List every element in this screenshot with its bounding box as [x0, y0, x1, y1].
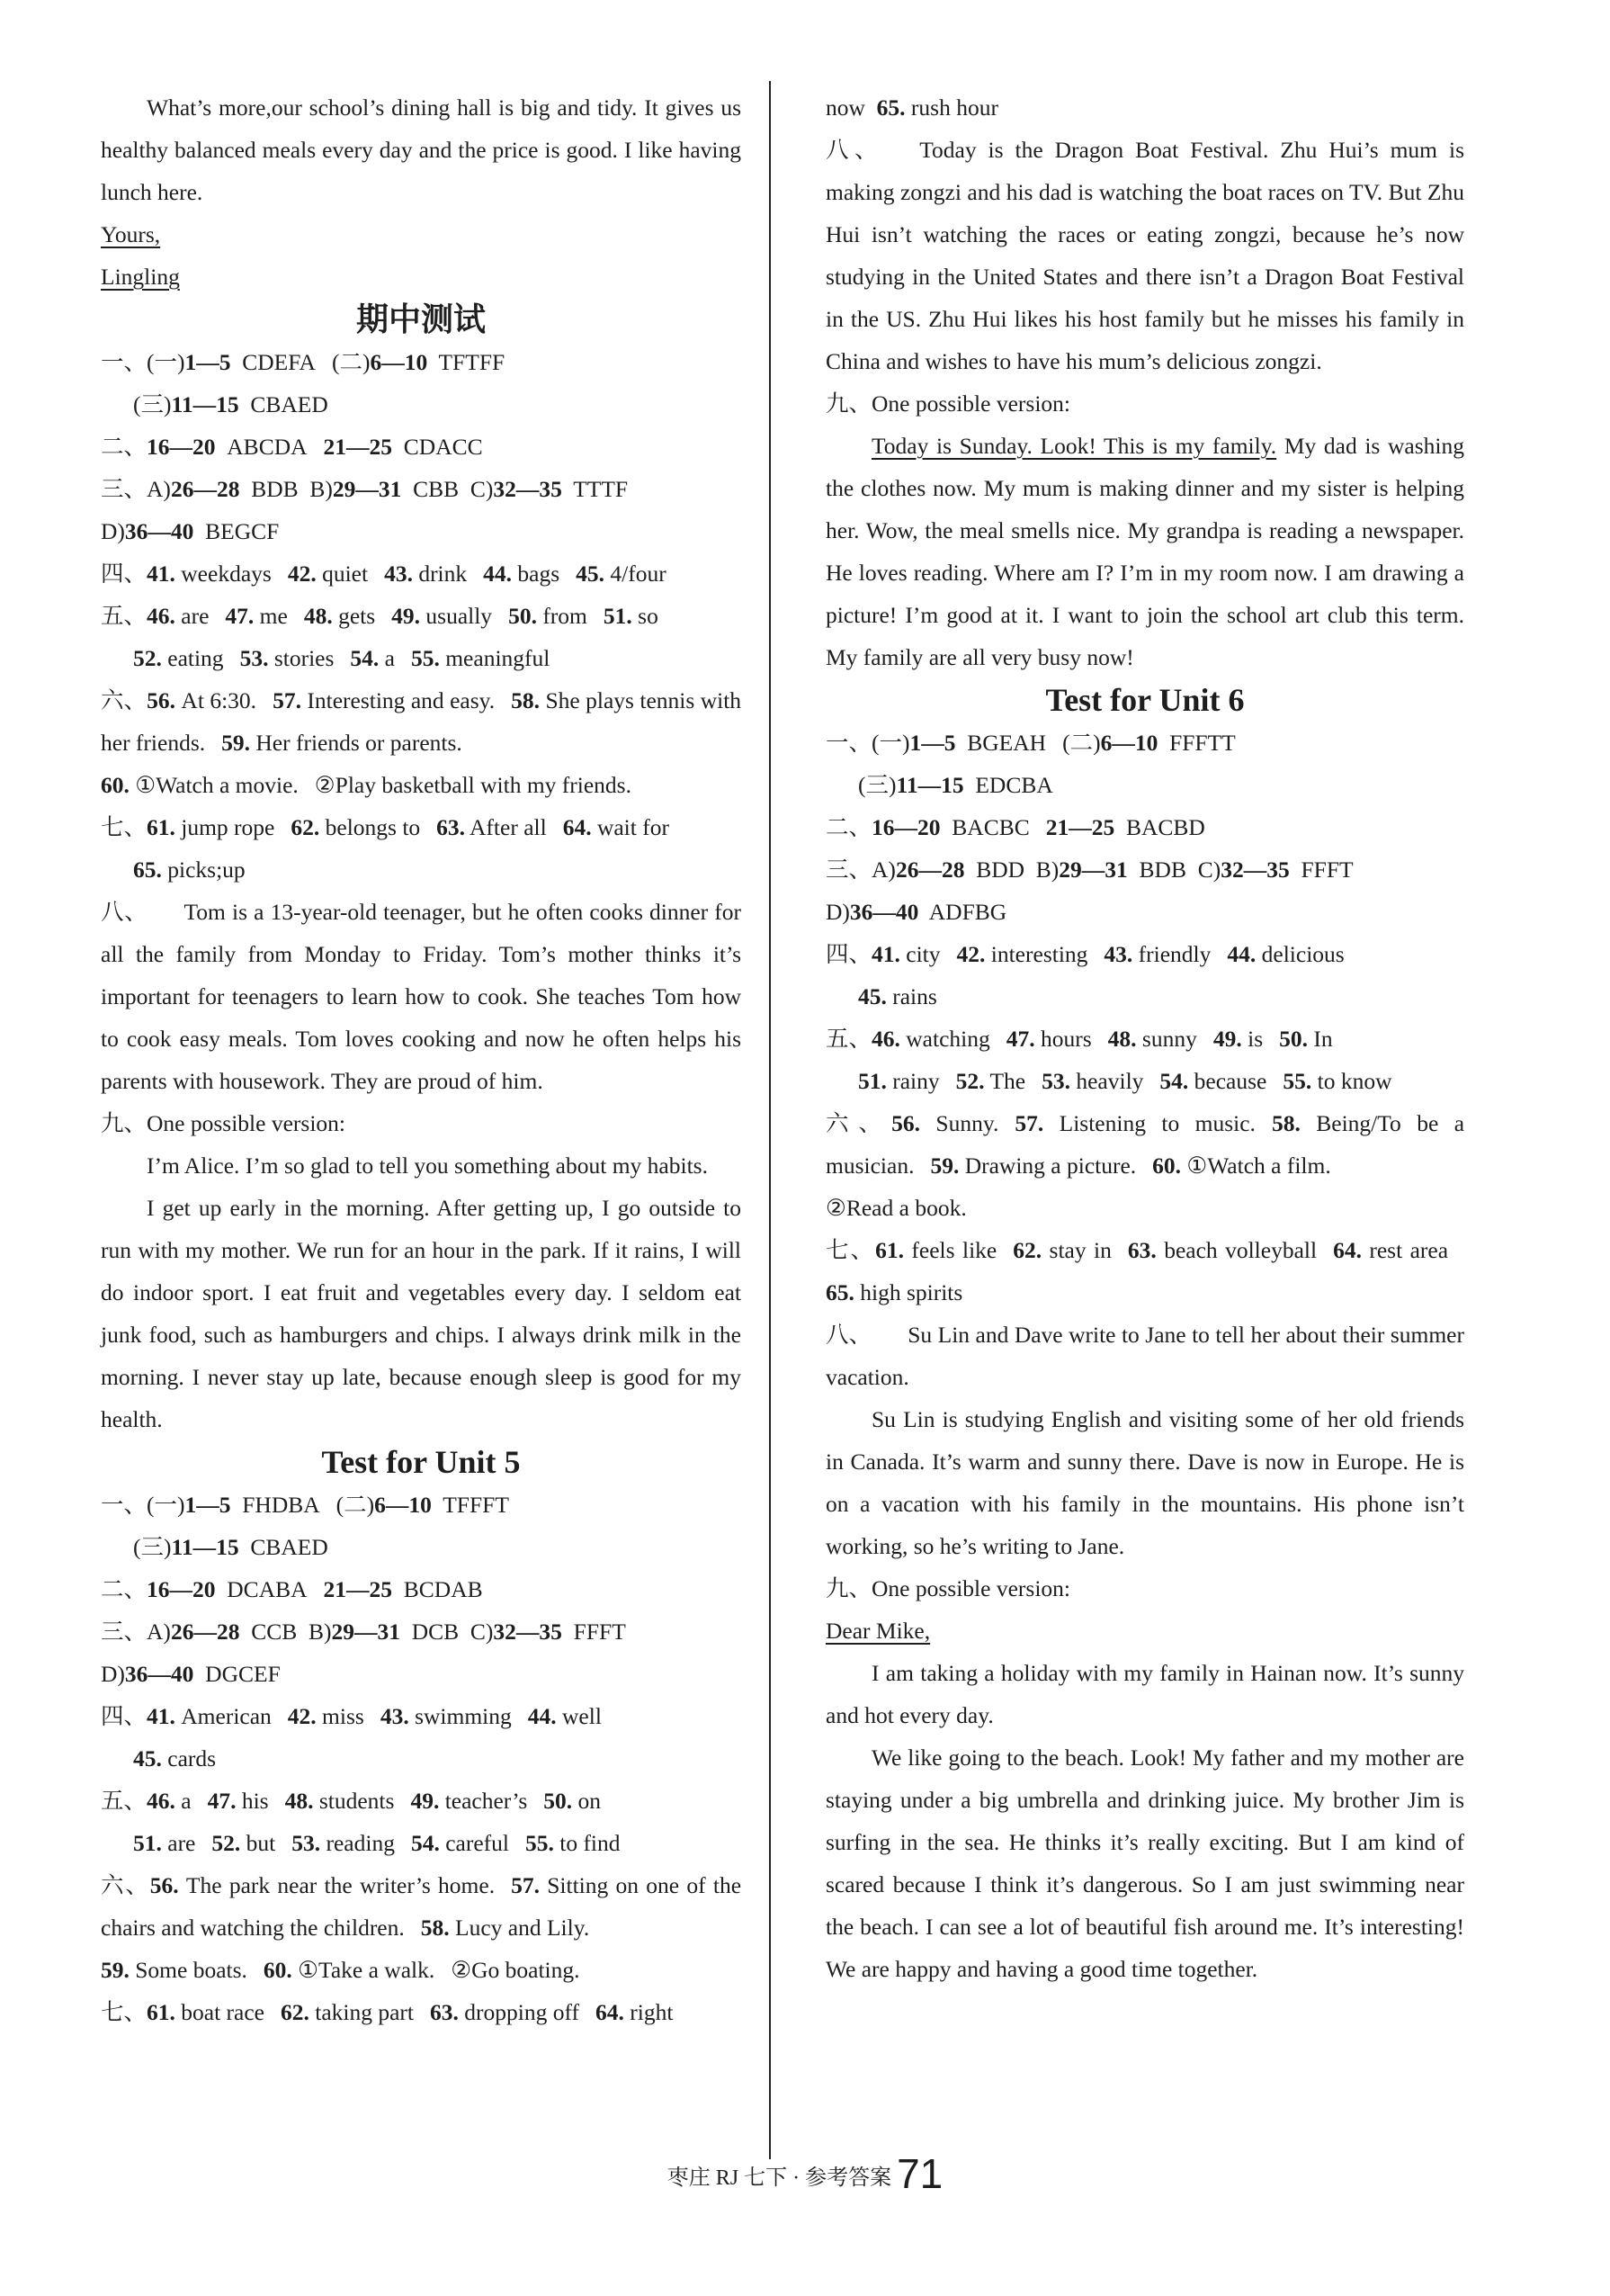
unit6-part3: 三、A)26—28 BDD B)29—31 BDB C)32—35 FFFT	[826, 857, 1354, 883]
midterm-part1: 一、(一)1—5 CDEFA (二)6—10 TFTFF	[101, 349, 505, 375]
unit5-part5-b: 51. are 52. but 53. reading 54. careful 55. to find	[133, 1830, 621, 1856]
unit6-part4: 四、41. city 42. interesting 43. friendly 44. delicious	[826, 941, 1345, 967]
unit5-part4-b: 45. cards	[133, 1745, 217, 1771]
unit5-part1: 一、(一)1—5 FHDBA (二)6—10 TFFFT	[101, 1492, 509, 1518]
midterm-part1-3: (三)11—15 CBAED	[133, 391, 328, 417]
unit5-part3-d: D)36—40 DGCEF	[101, 1661, 281, 1687]
unit6-part3-d: D)36—40 ADFBG	[826, 899, 1007, 925]
unit6-part1-3: (三)11—15 EDCBA	[858, 772, 1053, 798]
unit5-part9-essay: Today is Sunday. Look! This is my family. My dad is washing the clothes now. My mum is making dinner and my sister is helping her. Wow, the meal smells nice. My grandpa is reading a newspaper. He loves reading. Where am I? I’m in my room now. I am drawing a picture! I’m good at it. I want to join the school art club this term. My family are all very busy now!	[826, 433, 1464, 670]
midterm-part9-p2: I get up early in the morning. After getting up, I go outside to run with my mother. We run for an hour in the park. If it rains, I will do indoor sport. I eat fruit and vegetables every day. I seldom eat junk food, such as hamburgers and chips. I always drink milk in the morning. I never stay up late, because enough sleep is good for my health.	[101, 1195, 741, 1432]
unit6-part1: 一、(一)1—5 BGEAH (二)6—10 FFFTT	[826, 730, 1236, 756]
unit6-part8: 八、 Su Lin and Dave write to Jane to tell her about their summer vacation.	[826, 1322, 1464, 1390]
unit5-part8: 八、 Today is the Dragon Boat Festival. Zhu Hui’s mum is making zongzi and his dad is watching the boat races on TV. But Zhu Hui isn’t watching the races or eating zongzi, because he’s now studying in the United States and there isn’t a Dragon Boat Festival in the US. Zhu Hui likes his host family but he misses his family in China and wishes to have his mum’s delicious zongzi.	[826, 137, 1464, 374]
unit5-part6-b: 59. Some boats. 60. ①Take a walk. ②Go boating.	[101, 1957, 580, 1983]
unit6-part6: 六、56. Sunny. 57. Listening to music. 58. Being/To be a musician. 59. Drawing a picture. 60. ①Watch a film.	[826, 1110, 1465, 1179]
unit5-part4: 四、41. American 42. miss 43. swimming 44. well	[101, 1703, 602, 1729]
midterm-part2: 二、16—20 ABCDA 21—25 CDACC	[101, 434, 483, 460]
page-number: 71	[897, 2150, 944, 2197]
midterm-part3-d: D)36—40 BEGCF	[101, 518, 280, 544]
unit6-part9-p2: We like going to the beach. Look! My father and my mother are staying under a big umbrella and drinking juice. My brother Jim is surfing in the sea. He thinks it’s really exciting. But I am kind of scared because I think it’s dangerous. So I am just swimming near the beach. I can see a lot of beautiful fish around me. It’s interesting! We are happy and having a good time together.	[826, 1744, 1464, 1982]
unit5-part6: 六、56. The park near the writer’s home. 57. Sitting on one of the chairs and watching the children. 58. Lucy and Lily.	[101, 1872, 742, 1941]
midterm-part7: 七、61. jump rope 62. belongs to 63. After all 64. wait for	[101, 814, 669, 840]
right-column	[826, 86, 1464, 1990]
unit6-part2: 二、16—20 BACBC 21—25 BACBD	[826, 814, 1205, 840]
unit6-part7: 七、61. feels like 62. stay in 63. beach volleyball 64. rest area65. high spirits	[826, 1237, 1449, 1305]
column-divider	[769, 81, 771, 2159]
section-title-unit5: Test for Unit 5	[321, 1444, 521, 1480]
unit5-part5: 五、46. a 47. his 48. students 49. teacher’s 50. on	[101, 1788, 602, 1814]
letter-paragraph: What’s more,our school’s dining hall is big and tidy. It gives us healthy balanced meals every day and the price is good. I like having lunch here.	[101, 94, 741, 205]
unit6-part5-b: 51. rainy 52. The 53. heavily 54. because 55. to know	[858, 1068, 1392, 1094]
section-title-unit6: Test for Unit 6	[1045, 682, 1245, 718]
letter-closing: Yours,	[101, 221, 161, 247]
unit5-part7: 七、61. boat race 62. taking part 63. dropping off 64. right	[101, 1999, 674, 2025]
page-footer	[0, 2152, 1610, 2200]
midterm-part7-65: 65. picks;up	[133, 857, 246, 883]
unit6-part6-b: ②Read a book.	[826, 1195, 967, 1221]
unit6-part9-p1: I am taking a holiday with my family in Hainan now. It’s sunny and hot every day.	[826, 1660, 1464, 1728]
unit6-part4-b: 45. rains	[858, 983, 937, 1009]
footer-text: 枣庄 RJ 七下 · 参考答案	[666, 2166, 892, 2190]
midterm-part8: 八、 Tom is a 13-year-old teenager, but he often cooks dinner for all the family from Monday to Friday. Tom’s mother thinks it’s important for teenagers to learn how to cook. She teaches Tom how to cook easy meals. Tom loves cooking and now he often helps his parents with housework. They are proud of him.	[101, 899, 741, 1094]
unit6-part9-salutation: Dear Mike,	[826, 1618, 931, 1644]
midterm-part9-intro: 九、One possible version:	[101, 1110, 345, 1136]
midterm-part5-b: 52. eating 53. stories 54. a 55. meaningful	[133, 645, 550, 671]
unit5-part2: 二、16—20 DCABA 21—25 BCDAB	[101, 1576, 483, 1602]
midterm-part5: 五、46. are 47. me 48. gets 49. usually 50. from 51. so	[101, 603, 658, 629]
unit6-part5: 五、46. watching 47. hours 48. sunny 49. is 50. In	[826, 1026, 1333, 1052]
unit6-part8-p2: Su Lin is studying English and visiting some of her old friends in Canada. It’s warm and sunny there. Dave is now in Europe. He is on a vacation with his family in the mountains. His phone isn’t working, so he’s writing to Jane.	[826, 1406, 1464, 1559]
unit6-part9-intro: 九、One possible version:	[826, 1575, 1070, 1601]
midterm-part3: 三、A)26—28 BDB B)29—31 CBB C)32—35 TTTF	[101, 476, 629, 502]
midterm-part6: 六、56. At 6:30. 57. Interesting and easy. 58. She plays tennis with her friends. 59. Her friends or parents.	[101, 687, 742, 756]
unit5-part7-continued: now 65. rush hour	[826, 94, 998, 121]
unit5-part1-3: (三)11—15 CBAED	[133, 1534, 328, 1560]
unit5-part9-intro: 九、One possible version:	[826, 390, 1070, 417]
left-column	[101, 86, 741, 2033]
letter-signer: Lingling	[101, 264, 180, 290]
section-title-midterm: 期中测试	[355, 301, 486, 337]
midterm-part6-60: 60. ①Watch a movie. ②Play basketball with my friends.	[101, 772, 631, 798]
midterm-part9-p1: I’m Alice. I’m so glad to tell you something about my habits.	[147, 1152, 708, 1179]
unit5-part3: 三、A)26—28 CCB B)29—31 DCB C)32—35 FFFT	[101, 1619, 626, 1645]
midterm-part4: 四、41. weekdays 42. quiet 43. drink 44. bags 45. 4/four	[101, 561, 666, 587]
